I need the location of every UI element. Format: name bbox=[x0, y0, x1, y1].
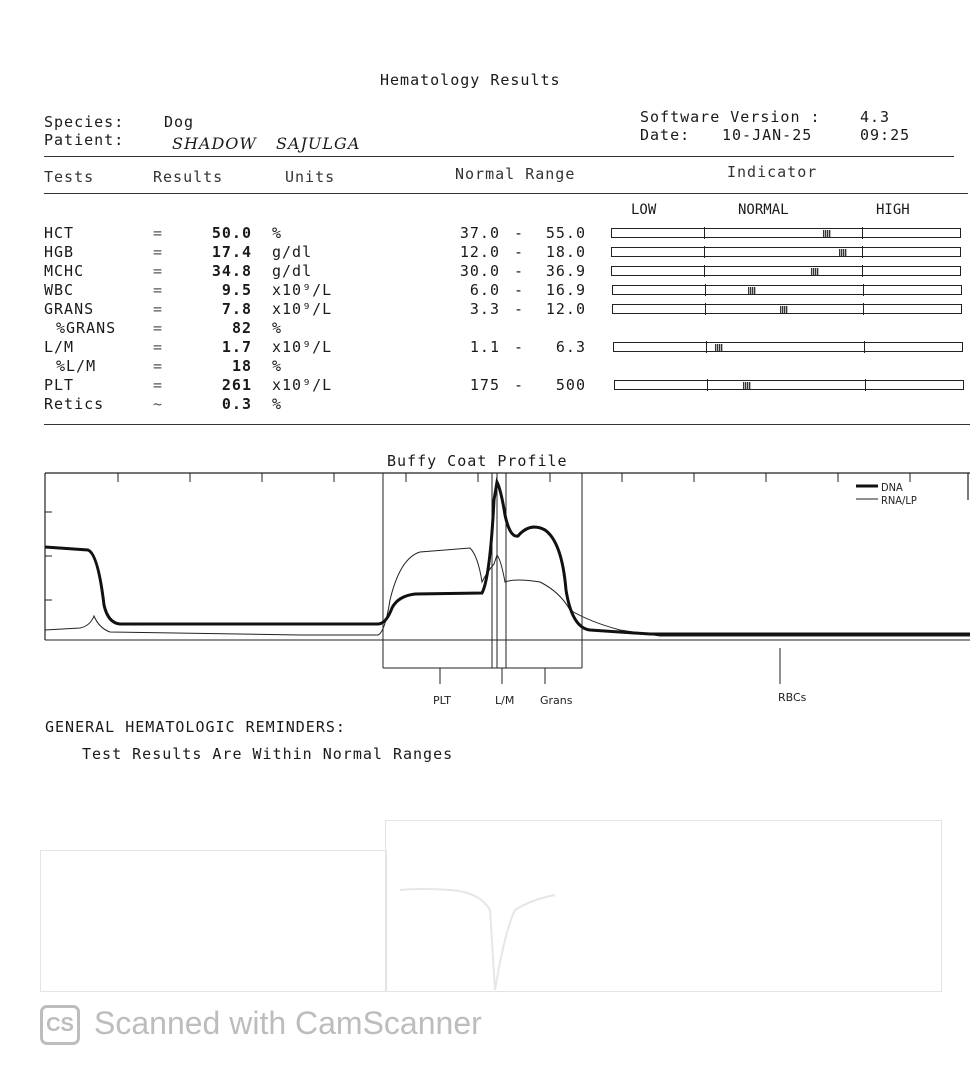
range-low: 175 bbox=[469, 376, 500, 394]
indicator-divider bbox=[707, 379, 708, 391]
camscanner-logo: CS bbox=[40, 1005, 80, 1045]
range-dash: - bbox=[514, 338, 525, 356]
indicator-divider bbox=[863, 284, 864, 296]
range-dash: - bbox=[514, 281, 525, 299]
result-operator: = bbox=[153, 338, 164, 356]
result-value: 7.8 bbox=[221, 300, 252, 318]
column-header-rule bbox=[44, 193, 968, 194]
zone-label-rbcs: RBCs bbox=[778, 691, 807, 704]
range-dash: - bbox=[514, 243, 525, 261]
result-value: 261 bbox=[221, 376, 252, 394]
range-high: 16.9 bbox=[545, 281, 586, 299]
test-name: %GRANS bbox=[56, 319, 117, 337]
patient-label: Patient: bbox=[44, 131, 125, 149]
patient-first-name: SHADOW bbox=[172, 134, 257, 153]
range-low: 37.0 bbox=[459, 224, 500, 242]
result-value: 50.0 bbox=[211, 224, 252, 242]
result-unit: % bbox=[272, 319, 283, 337]
result-unit: g/dl bbox=[272, 243, 313, 261]
result-operator: ~ bbox=[153, 395, 164, 413]
indicator-marker bbox=[780, 306, 788, 313]
indicator-divider bbox=[862, 265, 863, 277]
species-label: Species: bbox=[44, 113, 125, 131]
indicator-divider bbox=[864, 341, 865, 353]
indicator-divider bbox=[865, 379, 866, 391]
legend-dna-label: DNA bbox=[881, 481, 903, 494]
result-unit: % bbox=[272, 224, 283, 242]
test-name: MCHC bbox=[44, 262, 85, 280]
indicator-bar bbox=[613, 342, 963, 352]
range-high: 12.0 bbox=[545, 300, 586, 318]
indicator-bar bbox=[611, 247, 961, 257]
indicator-bar bbox=[611, 266, 961, 276]
indicator-marker bbox=[839, 249, 847, 256]
result-operator: = bbox=[153, 243, 164, 261]
buffy-coat-chart bbox=[0, 460, 970, 710]
range-high: 6.3 bbox=[555, 338, 586, 356]
result-value: 9.5 bbox=[221, 281, 252, 299]
result-unit: x10⁹/L bbox=[272, 376, 333, 394]
header-units: Units bbox=[285, 168, 336, 186]
indicator-divider bbox=[863, 303, 864, 315]
test-name: HCT bbox=[44, 224, 75, 242]
indicator-low-label: LOW bbox=[631, 202, 657, 218]
results-end-rule bbox=[44, 424, 970, 425]
indicator-normal-label: NORMAL bbox=[738, 202, 789, 218]
range-low: 3.3 bbox=[469, 300, 500, 318]
range-high: 18.0 bbox=[545, 243, 586, 261]
range-low: 6.0 bbox=[469, 281, 500, 299]
dna-curve bbox=[45, 482, 970, 634]
report-time: 09:25 bbox=[860, 126, 911, 144]
software-version-label: Software Version : bbox=[640, 108, 821, 126]
result-value: 82 bbox=[231, 319, 252, 337]
indicator-divider bbox=[704, 246, 705, 258]
indicator-marker bbox=[743, 382, 751, 389]
top-ticks bbox=[118, 473, 910, 482]
test-name: %L/M bbox=[56, 357, 97, 375]
test-name: HGB bbox=[44, 243, 75, 261]
result-unit: % bbox=[272, 395, 283, 413]
range-dash: - bbox=[514, 224, 525, 242]
result-value: 34.8 bbox=[211, 262, 252, 280]
header-normal-range: Normal Range bbox=[455, 165, 576, 183]
report-date: 10-JAN-25 bbox=[722, 126, 813, 144]
range-low: 1.1 bbox=[469, 338, 500, 356]
result-operator: = bbox=[153, 224, 164, 242]
indicator-divider bbox=[862, 246, 863, 258]
date-label: Date: bbox=[640, 126, 691, 144]
result-unit: x10⁹/L bbox=[272, 300, 333, 318]
indicator-divider bbox=[704, 227, 705, 239]
result-unit: g/dl bbox=[272, 262, 313, 280]
test-name: GRANS bbox=[44, 300, 95, 318]
indicator-bar bbox=[612, 285, 962, 295]
buffy-coat-title: Buffy Coat Profile bbox=[387, 452, 568, 470]
indicator-divider bbox=[704, 265, 705, 277]
result-value: 18 bbox=[231, 357, 252, 375]
header-rule bbox=[44, 156, 954, 157]
indicator-bar bbox=[611, 228, 961, 238]
result-operator: = bbox=[153, 319, 164, 337]
indicator-bar bbox=[612, 304, 962, 314]
result-unit: % bbox=[272, 357, 283, 375]
range-dash: - bbox=[514, 376, 525, 394]
test-name: WBC bbox=[44, 281, 75, 299]
header-tests: Tests bbox=[44, 168, 95, 186]
zone-label-grans: Grans bbox=[540, 694, 573, 707]
indicator-marker bbox=[748, 287, 756, 294]
result-operator: = bbox=[153, 262, 164, 280]
range-high: 500 bbox=[555, 376, 586, 394]
reminders-message: Test Results Are Within Normal Ranges bbox=[82, 745, 454, 763]
result-unit: x10⁹/L bbox=[272, 338, 333, 356]
report-title: Hematology Results bbox=[380, 71, 561, 89]
result-unit: x10⁹/L bbox=[272, 281, 333, 299]
reminders-heading: GENERAL HEMATOLOGIC REMINDERS: bbox=[45, 718, 346, 736]
result-value: 1.7 bbox=[221, 338, 252, 356]
header-indicator: Indicator bbox=[727, 163, 818, 181]
indicator-bar bbox=[614, 380, 964, 390]
left-ticks bbox=[45, 512, 52, 600]
test-name: Retics bbox=[44, 395, 105, 413]
range-dash: - bbox=[514, 262, 525, 280]
header-results: Results bbox=[153, 168, 224, 186]
range-high: 36.9 bbox=[545, 262, 586, 280]
bleed-through-box-left bbox=[40, 850, 387, 992]
indicator-divider bbox=[706, 341, 707, 353]
indicator-divider bbox=[705, 303, 706, 315]
indicator-marker bbox=[823, 230, 831, 237]
result-value: 0.3 bbox=[221, 395, 252, 413]
indicator-divider bbox=[862, 227, 863, 239]
range-low: 12.0 bbox=[459, 243, 500, 261]
zone-label-lm: L/M bbox=[495, 694, 515, 707]
bleed-through-curve bbox=[380, 870, 600, 1010]
indicator-marker bbox=[715, 344, 723, 351]
range-dash: - bbox=[514, 300, 525, 318]
software-version: 4.3 bbox=[860, 108, 891, 126]
range-low: 30.0 bbox=[459, 262, 500, 280]
indicator-marker bbox=[811, 268, 819, 275]
indicator-divider bbox=[705, 284, 706, 296]
indicator-high-label: HIGH bbox=[876, 202, 910, 218]
test-name: L/M bbox=[44, 338, 75, 356]
result-operator: = bbox=[153, 357, 164, 375]
range-high: 55.0 bbox=[545, 224, 586, 242]
legend-rna-label: RNA/LP bbox=[881, 494, 917, 507]
zone-label-plt: PLT bbox=[433, 694, 451, 707]
test-name: PLT bbox=[44, 376, 75, 394]
patient-last-name: SAJULGA bbox=[276, 134, 361, 153]
result-operator: = bbox=[153, 281, 164, 299]
species-value: Dog bbox=[164, 113, 195, 131]
result-value: 17.4 bbox=[211, 243, 252, 261]
result-operator: = bbox=[153, 300, 164, 318]
result-operator: = bbox=[153, 376, 164, 394]
camscanner-watermark: Scanned with CamScanner bbox=[94, 1005, 482, 1041]
zone-separators bbox=[383, 473, 582, 668]
